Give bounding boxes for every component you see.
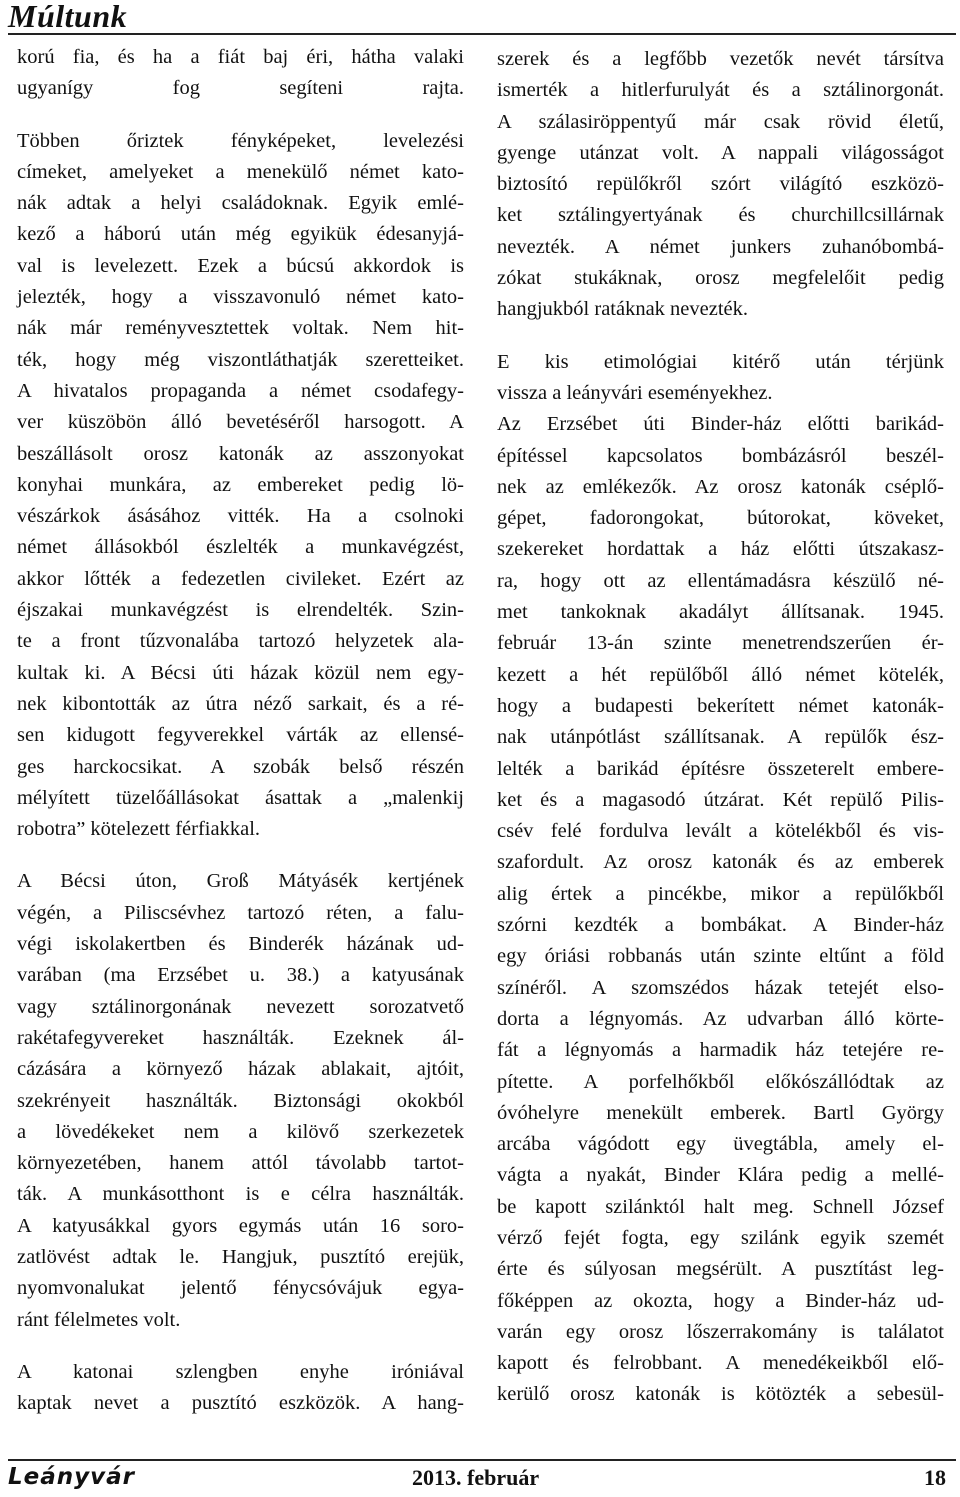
- text-line: a lövedékeket nem a kilövő szerkezetek: [17, 1120, 464, 1143]
- text-line: érte és súlyosan megsérült. A pusztítást leg-: [497, 1258, 944, 1281]
- text-line: ránt félelmetes volt.: [17, 1308, 181, 1331]
- text-line: szafordult. Az orosz katonák és az emberek: [497, 851, 944, 874]
- text-line: varán egy orosz lőszerrakomány is találatot: [497, 1320, 944, 1343]
- text-line: címeket, amelyeket a menekülő német kato-: [17, 160, 464, 183]
- text-line: ver küszöbön álló bevetéséről harsogott. A: [17, 411, 464, 434]
- text-line: nek kibontották az útra néző sarkait, és a ré-: [17, 692, 464, 715]
- text-line: zatlövést adtak le. Hangjuk, pusztító erejük,: [17, 1245, 464, 1268]
- text-line: vészárkok ásásához vitték. Ha a csolnoki: [17, 505, 464, 528]
- paragraph: [17, 1357, 464, 1420]
- paragraph-gap: [17, 1336, 464, 1357]
- text-line: szórni kezdték a bombákat. A Binder-ház: [497, 914, 944, 937]
- text-line: korú fia, és ha a fiát baj éri, hátha valaki: [17, 46, 464, 68]
- text-line: lelték a barikád építésre összeterelt embere-: [497, 757, 944, 780]
- paragraph: [497, 409, 944, 1411]
- text-line: rakétafegyvereket használták. Ezeknek ál-: [17, 1026, 464, 1049]
- text-line: gyenge utánzat volt. A nappali világosságot: [497, 141, 944, 164]
- text-line: cázására a környező házak ablakait, ajtóit,: [17, 1058, 464, 1081]
- text-line: ték, hogy még viszontláthatják szeretteiket.: [17, 348, 464, 371]
- text-line: nak utánpótlást szállítsanak. A repülők ész-: [497, 726, 944, 749]
- text-line: A hivatalos propaganda a német csodafegy-: [17, 379, 464, 402]
- text-line: A katonai szlengben enyhe iróniával: [17, 1360, 464, 1383]
- text-line: ismerték a hitlerfurulyát és a sztálinorgonát.: [497, 79, 944, 102]
- text-line: te a front tűzvonalába tartozó helyzetek ala-: [17, 630, 464, 653]
- text-line: szekrényeit használták. Biztonsági okokból: [17, 1089, 464, 1112]
- issue-date: 2013. február: [412, 1465, 540, 1490]
- text-line: hangjukból ratáknak nevezték.: [497, 298, 749, 321]
- text-line: biztosító repülőkről szórt világító eszközö-: [497, 173, 944, 196]
- text-line: ket és a magasodó útzárat. Két repülő Pilis-: [497, 788, 944, 811]
- text-line: német állásokból észlelték a munkavégzést,: [17, 536, 464, 559]
- text-line: kezett a hét repülőből álló német kötelék,: [497, 663, 944, 686]
- text-line: nevezték. A német junkers zuhanóbombá-: [497, 235, 944, 258]
- text-line: val is levelezett. Ezek a búcsú akkordok is: [17, 254, 464, 277]
- text-line: nák adtak a helyi családoknak. Egyik emlé-: [17, 192, 464, 215]
- text-line: sen kidugott fegyverekkel várták az ellensé-: [17, 724, 464, 747]
- text-line: kultak ki. A Bécsi úti házak közül nem egy-: [17, 661, 464, 684]
- text-line: dorta a légnyomás. Az udvarban álló körte-: [497, 1007, 944, 1030]
- text-line: csév felé fordulva levált a kötelékből és vis-: [497, 820, 944, 843]
- text-line: építéssel kapcsolatos bombázásról beszél-: [497, 444, 944, 467]
- paragraph-gap: [17, 845, 464, 866]
- right-column: [497, 44, 944, 1411]
- text-line: óvóhelyre menekült emberek. Bartl György: [497, 1101, 944, 1124]
- text-line: Többen őriztek fényképeket, levelezési: [17, 129, 464, 152]
- text-line: szerek és a legfőbb vezetők nevét társítva: [497, 48, 944, 70]
- text-line: be kapott szilánktól halt meg. Schnell József: [497, 1195, 944, 1218]
- paragraph: [17, 866, 464, 1335]
- text-line: A Bécsi úton, Groß Mátyásék kertjének: [17, 870, 464, 893]
- text-line: környezetében, hanem attól távolabb tartot-: [17, 1152, 464, 1175]
- paragraph: [497, 347, 944, 410]
- text-line: kaptak nevet a pusztító eszközök. A hang-: [17, 1392, 464, 1415]
- text-line: színéről. A szomszédos házak tetejét elso-: [497, 976, 944, 999]
- text-line: kapott és felrobbant. A menedékeikből elő-: [497, 1352, 944, 1375]
- text-line: nyomvonalukat jelentő fénycsóvájuk egya-: [17, 1277, 464, 1300]
- paragraph: [17, 126, 464, 846]
- text-line: ra, hogy ott az ellentámadásra készülő né-: [497, 569, 944, 592]
- text-line: fát a légnyomás a harmadik ház tetejére re-: [497, 1039, 944, 1062]
- text-line: végén, a Piliscsévhez tartozó réten, a falu-: [17, 901, 464, 924]
- paragraph: [497, 44, 944, 326]
- text-line: konyhai munkára, az embereket pedig lö-: [17, 473, 464, 496]
- text-line: ták. A munkásotthont is e célra használták.: [17, 1183, 464, 1206]
- text-line: ges harckocsikat. A szobák belső részén: [17, 755, 464, 778]
- text-line: Az Erzsébet úti Binder-ház előtti barikád-: [497, 413, 944, 436]
- paragraph-gap: [497, 326, 944, 347]
- text-line: ugyanígy fog segíteni rajta.: [17, 77, 464, 100]
- text-line: kerülő orosz katonák is kötözték a sebesül-: [497, 1383, 944, 1406]
- text-line: A katyusákkal gyors egymás után 16 soro-: [17, 1214, 464, 1237]
- text-line: A szálasiröppentyű már csak rövid életű,: [497, 110, 944, 133]
- text-line: vérző fejét fogta, egy szilánk egyik szemét: [497, 1226, 944, 1249]
- paragraph: [17, 42, 464, 105]
- paragraph-gap: [17, 105, 464, 126]
- text-line: arcába vágódott egy üvegtábla, amely el-: [497, 1133, 944, 1156]
- left-column: [17, 42, 464, 1419]
- text-line: szekereket hordattak a ház előtti útszakasz-: [497, 538, 944, 561]
- text-line: beszállásolt orosz katonák az asszonyokat: [17, 442, 464, 465]
- text-line: jelezték, hogy a visszavonuló német kato-: [17, 286, 464, 309]
- text-line: mélyített tüzelőállásokat ásattak a „malenkij: [17, 786, 464, 809]
- text-line: pítette. A porfelhőkből előkószállódtak az: [497, 1070, 944, 1093]
- text-line: robotra” kötelezett férfiakkal.: [17, 818, 261, 841]
- text-line: éjszakai munkavégzést is elrendelték. Szin-: [17, 599, 464, 622]
- text-line: végi iskolakertben és Binderék házának ud-: [17, 933, 464, 956]
- text-line: vagy sztálinorgonának nevezett sorozatvető: [17, 995, 464, 1018]
- text-line: akkor lőtték a fedezetlen civileket. Ezért az: [17, 567, 464, 590]
- text-line: nek az emlékezők. Az orosz katonák cséplő-: [497, 475, 944, 498]
- text-line: főképpen az okozta, hogy a Binder-ház ud-: [497, 1289, 944, 1312]
- magazine-name: Leányvár: [8, 1464, 135, 1490]
- page-number: 18: [924, 1465, 946, 1490]
- header-rule: [8, 33, 956, 35]
- text-line: hogy a budapesti bekerített német katonák-: [497, 694, 944, 717]
- text-line: zókat stukáknak, orosz megfelelőit pedig: [497, 267, 944, 290]
- text-line: kező a háború után még egyikük édesanyjá-: [17, 223, 464, 246]
- text-line: alig értek a pincékbe, mikor a repülőkből: [497, 882, 944, 905]
- text-line: vágta a nyakát, Binder Klára pedig a mellé-: [497, 1164, 944, 1187]
- text-line: ket sztálingyertyának és churchillcsillárnak: [497, 204, 944, 227]
- text-line: met tankoknak akadályt állítsanak. 1945.: [497, 601, 944, 624]
- text-line: nák már reményvesztettek voltak. Nem hit-: [17, 317, 464, 340]
- footer-rule: [8, 1459, 956, 1461]
- text-line: vissza a leányvári eseményekhez.: [497, 381, 773, 404]
- text-line: egy óriási robbanás után szinte eltűnt a föld: [497, 945, 944, 968]
- text-line: E kis etimológiai kitérő után térjünk: [497, 350, 944, 373]
- text-line: varában (ma Erzsébet u. 38.) a katyusának: [17, 964, 464, 987]
- section-title: Múltunk: [8, 0, 128, 34]
- text-line: gépet, fadorongokat, bútorokat, köveket,: [497, 507, 944, 530]
- text-line: február 13-án szinte menetrendszerűen ér-: [497, 632, 944, 655]
